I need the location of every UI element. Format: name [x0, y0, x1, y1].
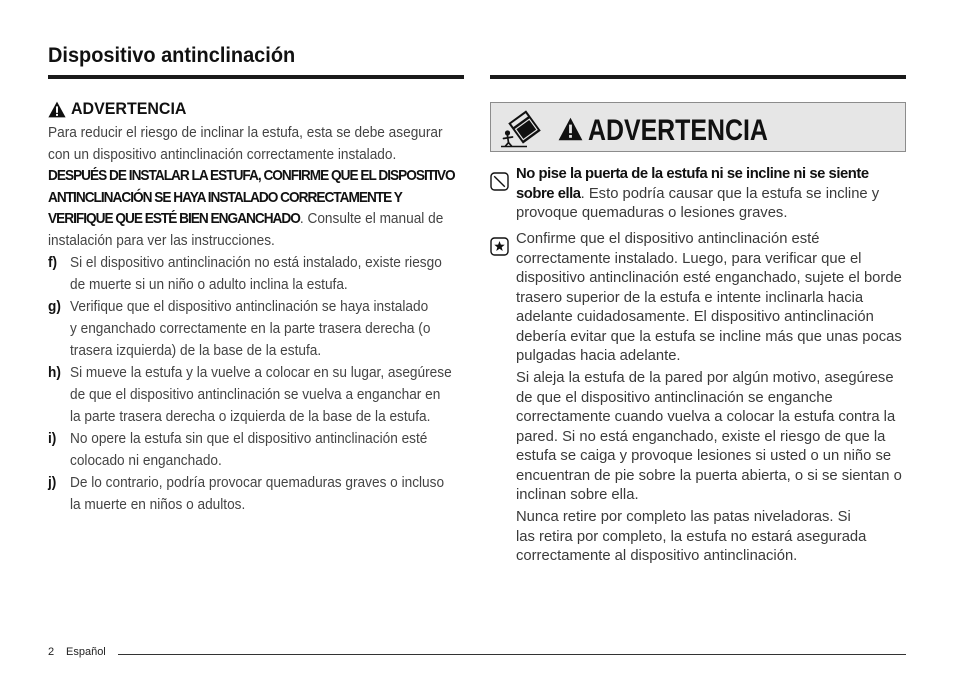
right-column-rule: [490, 75, 906, 79]
page-number: 2: [48, 646, 55, 658]
intro-line: [48, 122, 443, 144]
text-segment: . Consulte el manual de: [299, 210, 444, 227]
intro-line: [48, 208, 444, 230]
list-item-label: h): [48, 364, 61, 381]
text-segment: la parte trasera derecha o izquierda de la base de la estufa.: [70, 408, 431, 425]
left-column-rule: [48, 75, 464, 79]
list-item-text: [70, 362, 464, 428]
list-item-line: [70, 406, 429, 428]
list-item-line: [70, 318, 429, 340]
paragraph-line: [516, 269, 906, 289]
list-item-label: i): [48, 430, 57, 447]
intro-line: [48, 144, 427, 166]
list-item-line: [70, 494, 429, 516]
tip-over-icon: [500, 110, 542, 148]
paragraph-line: [516, 508, 906, 528]
bold-text: ANTINCLINACIÓN SE HAYA INSTALADO CORRECTAMENTE Y: [48, 188, 402, 206]
warning-banner: [490, 102, 906, 152]
star-icon: [490, 237, 509, 256]
list-item-label: j): [48, 474, 57, 491]
text-segment: No opere la estufa sin que el dispositivo antinclinación esté: [70, 430, 428, 447]
text-segment: . Esto podría causar que la estufa se incline y: [580, 185, 880, 202]
list-item-line: [70, 362, 452, 384]
list-item-label: g): [48, 298, 61, 315]
paragraph-line: [516, 528, 906, 548]
paragraph-line: [516, 428, 906, 448]
text-segment: de que el dispositivo antinclinación se vuelva a enganchar en: [70, 386, 441, 403]
paragraph-line: [516, 308, 906, 328]
list-item: [48, 428, 464, 472]
text-segment: y enganchado correctamente en la parte trasera derecha (o: [70, 320, 431, 337]
text-segment: instalación para ver las instrucciones.: [48, 231, 275, 249]
text-segment: debería evitar que la estufa se incline más que unas pocas: [516, 328, 902, 345]
text-segment: las retira por completo, la estufa no estará asegurada: [516, 528, 867, 545]
text-segment: Verifique que el dispositivo antinclinación se haya instalado: [70, 298, 429, 315]
text-segment: de que el dispositivo antinclinación se enganche: [516, 389, 833, 406]
page-title: Dispositivo antinclinación: [48, 44, 296, 67]
text-segment: estufa se caiga y provoque lesiones si usted o un niño se: [516, 448, 892, 464]
text-segment: Si mueve la estufa y la vuelve a colocar en su lugar, asegúrese: [70, 364, 452, 381]
list-item-line: [70, 274, 429, 296]
warning-heading-label: ADVERTENCIA: [71, 99, 187, 118]
intro-line: [48, 187, 427, 209]
paragraph-line: [516, 185, 906, 205]
text-segment: dispositivo antinclinación esté enganchado, sujete el borde: [516, 270, 902, 286]
list-item-line: [70, 384, 441, 406]
paragraph-line: [516, 165, 906, 185]
list-item: [48, 362, 464, 428]
list-item: [48, 472, 464, 516]
warning-list: [48, 252, 464, 516]
intro-line: [48, 165, 455, 187]
footer-language: Español: [66, 646, 106, 658]
bold-text: DESPUÉS DE INSTALAR LA ESTUFA, CONFIRME QUE EL DISPOSITIVO: [48, 167, 455, 184]
paragraph-line: [516, 408, 906, 428]
text-segment: correctamente cuando vuelva a colocar la estufa contra la: [516, 409, 896, 425]
text-segment: correctamente instalado. Luego, para verificar que el: [516, 250, 862, 267]
paragraph: [516, 230, 906, 367]
list-item-label: f): [48, 254, 58, 271]
text-segment: inclinan sobre ella.: [516, 487, 639, 503]
text-segment: Para reducir el riesgo de inclinar la estufa, esta se debe asegurar: [48, 124, 443, 141]
text-segment: adelante cuidadosamente. El dispositivo antinclinación: [516, 309, 874, 325]
text-segment: correctamente al dispositivo antinclinación.: [516, 548, 798, 564]
paragraph-line: [516, 250, 906, 270]
paragraph-line: [516, 328, 906, 348]
paragraph-line: [516, 547, 906, 567]
text-segment: Nunca retire por completo las patas niveladoras. Si: [516, 509, 851, 525]
list-item: [48, 296, 464, 362]
warning-item: [490, 165, 906, 226]
list-item-line: [70, 252, 442, 274]
text-segment: pared. Si no está enganchado, existe el riesgo de que la: [516, 428, 886, 445]
list-item-text: [70, 472, 464, 516]
text-segment: con un dispositivo antinclinación correctamente instalado.: [48, 145, 397, 163]
text-segment: de muerte si un niño o adulto inclina la estufa.: [70, 276, 348, 293]
paragraph-line: [516, 369, 906, 389]
footer-rule: [118, 654, 906, 655]
prohibition-icon: [490, 172, 509, 191]
list-item-line: [70, 340, 429, 362]
paragraph-line: [516, 230, 906, 250]
paragraph-line: [516, 389, 906, 409]
bold-text: No pise la puerta de la estufa ni se incline ni se siente: [516, 166, 869, 182]
paragraph: [516, 508, 906, 567]
text-segment: trasera izquierda) de la base de la estufa.: [70, 342, 322, 359]
text-segment: trasero superior de la estufa e intente inclinarla hacia: [516, 289, 864, 306]
text-segment: provoque quemaduras o lesiones graves.: [516, 205, 788, 221]
paragraph-line: [516, 204, 906, 224]
paragraph-line: [516, 347, 906, 367]
text-segment: colocado ni enganchado.: [70, 452, 222, 469]
warning-icon: [48, 101, 66, 118]
warning-item: [490, 230, 906, 569]
text-segment: encuentran de pie sobre la puerta abierta, o si se sientan o: [516, 467, 902, 484]
warning-icon: [558, 117, 583, 141]
warning-item-text: [516, 165, 906, 224]
text-segment: la muerte en niños o adultos.: [70, 496, 246, 513]
paragraph-line: [516, 289, 906, 309]
paragraph: [516, 165, 906, 224]
text-segment: pulgadas hacia adelante.: [516, 348, 681, 364]
list-item-line: [70, 472, 445, 494]
bold-text: sobre ella: [516, 185, 581, 202]
paragraph-line: [516, 486, 906, 506]
text-segment: De lo contrario, podría provocar quemaduras graves o incluso: [70, 474, 445, 491]
list-item-text: [70, 428, 464, 472]
warning-banner-label: ADVERTENCIA: [588, 114, 768, 147]
text-segment: Confirme que el dispositivo antinclinación esté: [516, 231, 820, 247]
text-segment: Si el dispositivo antinclinación no está instalado, existe riesgo: [70, 254, 442, 271]
warning-heading: [48, 99, 194, 119]
list-item: [48, 252, 464, 296]
paragraph: [516, 369, 906, 506]
paragraph-line: [516, 467, 906, 487]
list-item-line: [70, 296, 429, 318]
list-item-text: [70, 252, 464, 296]
list-item-line: [70, 428, 429, 450]
warning-item-text: [516, 230, 906, 567]
list-item-line: [70, 450, 429, 472]
paragraph-line: [516, 447, 906, 467]
warning-intro: [48, 122, 464, 251]
text-segment: Si aleja la estufa de la pared por algún motivo, asegúrese: [516, 370, 894, 386]
list-item-text: [70, 296, 464, 362]
bold-text: VERIFIQUE QUE ESTÉ BIEN ENGANCHADO: [48, 210, 300, 227]
intro-line: [48, 230, 427, 252]
